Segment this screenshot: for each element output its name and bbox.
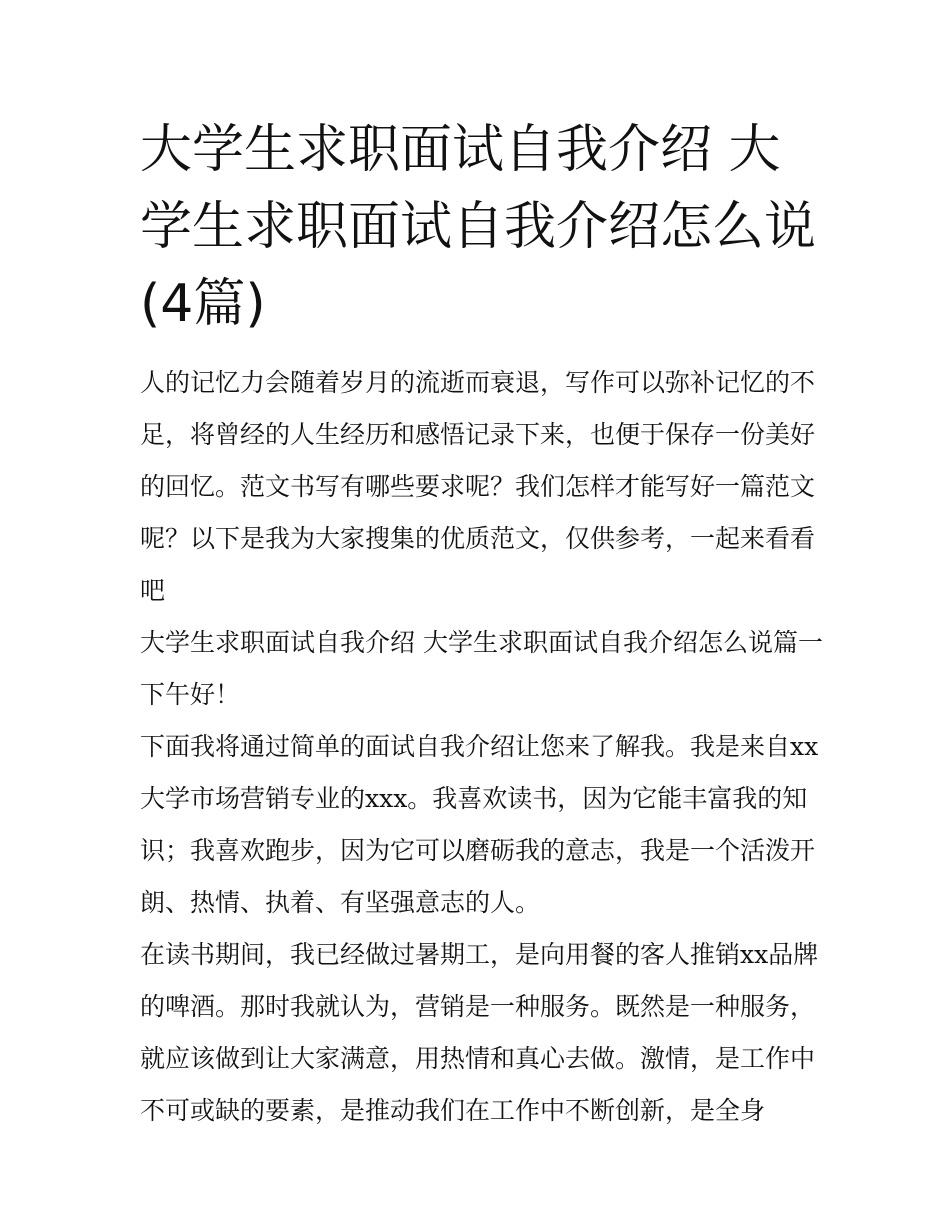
paragraph-section-heading: 大学生求职面试自我介绍 大学生求职面试自我介绍怎么说篇一 下午好！ [140,628,823,709]
paragraph-self-intro: 下面我将通过简单的面试自我介绍让您来了解我。我是来自xx大学市场营销专业的xxx。我喜欢读书，因为它能丰富我的知识；我喜欢跑步，因为它可以磨砺我的意志，我是一个活泼开朗、热情、执着、有坚强意志的人。 [140,732,819,917]
document-body [140,357,830,1137]
paragraph-work-experience: 在读书期间，我已经做过暑期工，是向用餐的客人推销xx品牌的啤酒。那时我就认为，营销是一种服务。既然是一种服务，就应该做到让大家满意，用热情和真心去做。激情，是工作中不可或缺的要素，是推动我们在工作中不断创新，是全身 [140,940,819,1125]
document-title: 大学生求职面试自我介绍 大学生求职面试自我介绍怎么说(4篇) [140,120,817,334]
paragraph-intro: 人的记忆力会随着岁月的流逝而衰退，写作可以弥补记忆的不足，将曾经的人生经历和感悟记录下来，也便于保存一份美好的回忆。范文书写有哪些要求呢？我们怎样才能写好一篇范文呢？以下是我为大家搜集的优质范文，仅供参考，一起来看看吧 [140,368,816,605]
